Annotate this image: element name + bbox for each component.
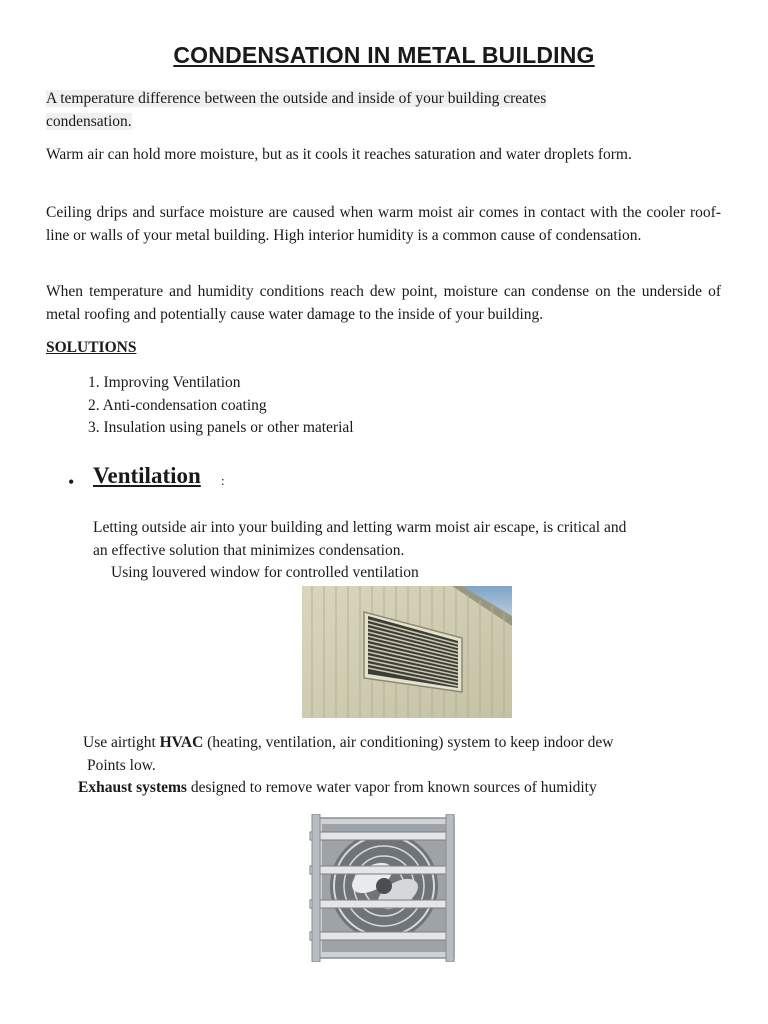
solutions-item: 2. Anti-condensation coating	[88, 396, 267, 414]
hvac-post-text: (heating, ventilation, air conditioning) system to keep indoor dew	[203, 734, 614, 751]
hvac-pre-text: Use airtight	[83, 734, 160, 751]
ventilation-heading: Ventilation	[93, 463, 201, 488]
paragraph-warm-air: Warm air can hold more moisture, but as it cools it reaches saturation and water droplets form.	[46, 146, 632, 163]
page-title: CONDENSATION IN METAL BUILDING	[173, 42, 595, 68]
exhaust-post-text: designed to remove water vapor from known sources of humidity	[186, 779, 597, 796]
solutions-heading: SOLUTIONS	[46, 339, 137, 356]
intro-line-2: condensation.	[46, 112, 132, 130]
louvered-window-image	[302, 586, 512, 718]
ventilation-text-line-2: an effective solution that minimizes condensation.	[93, 542, 405, 559]
ventilation-text-line-1: Letting outside air into your building and letting warm moist air escape, is critical and	[93, 519, 627, 536]
intro-paragraph	[46, 88, 721, 133]
paragraph-ceiling-drips: Ceiling drips and surface moisture are caused when warm moist air comes in contact with the cooler roof-line or walls of your metal building. High interior humidity is a common cause of condensation.	[46, 204, 721, 244]
ventilation-colon: :	[221, 473, 225, 488]
solutions-item: 3. Insulation using panels or other material	[88, 419, 354, 436]
louver-caption: Using louvered window for controlled ventilation	[111, 564, 419, 581]
solutions-list	[88, 372, 354, 440]
exhaust-fan-image	[306, 814, 458, 962]
intro-line-1: A temperature difference between the outside and inside of your building creates	[46, 90, 547, 107]
exhaust-bold-text: Exhaust systems	[78, 779, 187, 796]
exhaust-line	[78, 777, 597, 800]
solutions-item: 1. Improving Ventilation	[88, 374, 241, 391]
bullet-dot: •	[68, 472, 75, 492]
paragraph-dew-point: When temperature and humidity conditions reach dew point, moisture can condense on the underside of metal roofing and potentially cause water damage to the inside of your building.	[46, 283, 721, 323]
hvac-line-1	[83, 732, 614, 755]
hvac-line-2: Points low.	[87, 757, 156, 774]
hvac-bold-text: HVAC	[159, 734, 204, 751]
